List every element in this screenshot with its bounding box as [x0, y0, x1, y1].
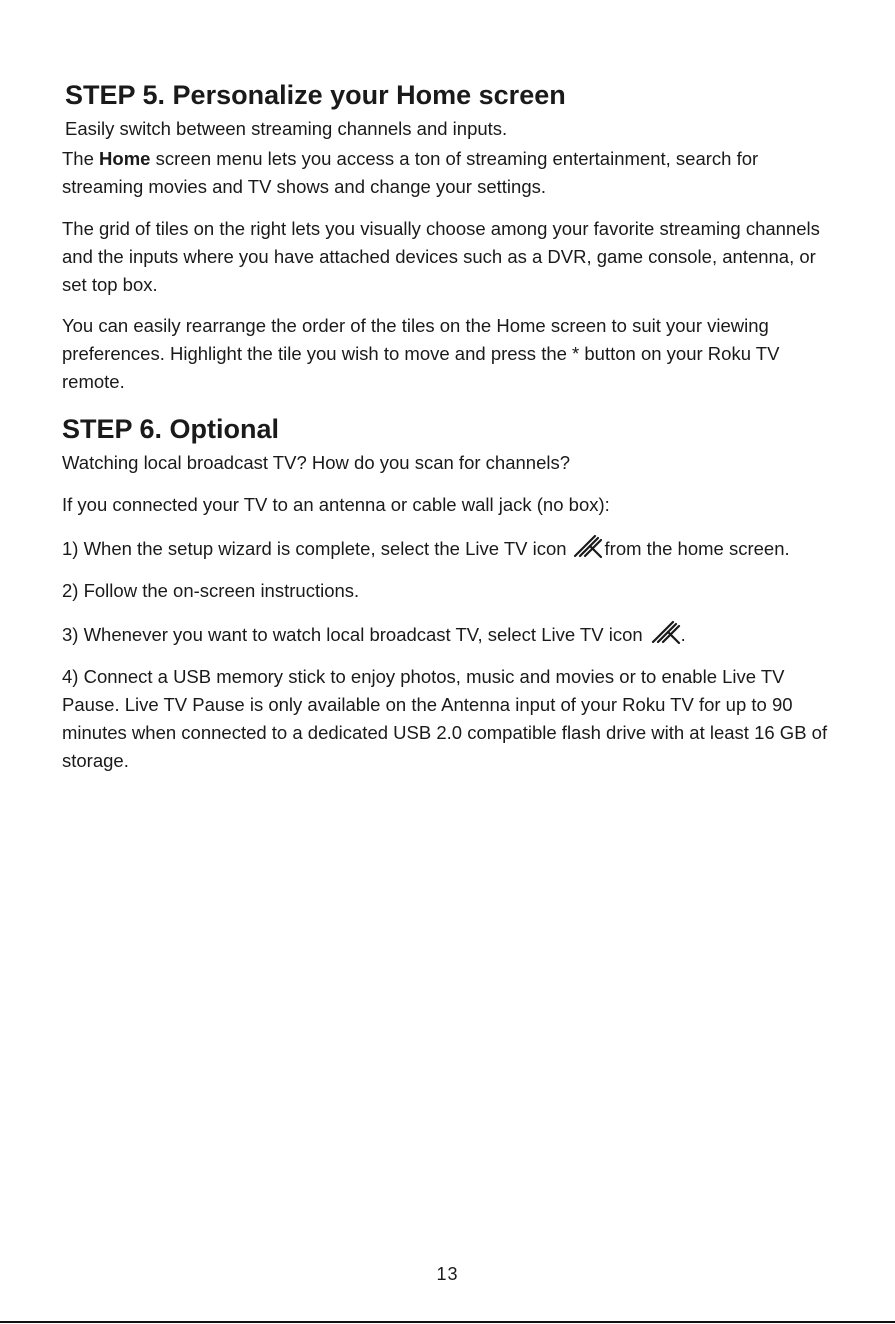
step5-subtitle: Easily switch between streaming channels and inputs. [65, 118, 508, 139]
step6-heading: STEP 6. Optional [62, 414, 280, 444]
manual-page [62, 78, 842, 775]
step6-item3-before: 3) Whenever you want to watch local broadcast TV, select Live TV icon [62, 624, 643, 645]
step5-p1-prefix: The [62, 148, 100, 169]
antenna-icon [649, 619, 681, 645]
page-number: 13 [436, 1264, 459, 1284]
step5-heading: STEP 5. Personalize your Home screen [65, 80, 566, 110]
step6-item3-after: . [680, 624, 686, 645]
step6-item-4: 4) Connect a USB memory stick to enjoy photos, music and movies or to enable Live TV Pause. Live TV Pause is only available on the Antenna input of your Roku TV for up to 90 minutes when connected to a dedicated USB 2.0 compatible flash drive with at least 16 GB of storage. [62, 666, 828, 771]
footer-divider [0, 1321, 895, 1323]
step6-item1-before: 1) When the setup wizard is complete, select the Live TV icon [62, 538, 567, 559]
step6-item1-after: from the home screen. [604, 538, 790, 559]
home-emphasis: Home [99, 148, 151, 169]
step6-item-3 [62, 619, 842, 649]
step6-subtitle: Watching local broadcast TV? How do you scan for channels? [62, 452, 571, 473]
step6-item-1 [62, 533, 842, 563]
step6-item-2: 2) Follow the on-screen instructions. [62, 580, 360, 601]
step5-paragraph-rearrange: You can easily rearrange the order of the tiles on the Home screen to suit your viewing preferences. Highlight the tile you wish to move and press the * button on your Roku TV remote. [62, 315, 780, 392]
antenna-icon [571, 533, 603, 559]
step5-paragraph-grid: The grid of tiles on the right lets you visually choose among your favorite streaming channels and the inputs where you have attached devices such as a DVR, game console, antenna, or set top box. [62, 218, 820, 295]
step6-intro: If you connected your TV to an antenna or cable wall jack (no box): [62, 494, 610, 515]
step5-p1-suffix: screen menu lets you access a ton of streaming entertainment, search for streaming movies and TV shows and change your settings. [62, 148, 759, 197]
step5-paragraph-home [62, 145, 842, 201]
